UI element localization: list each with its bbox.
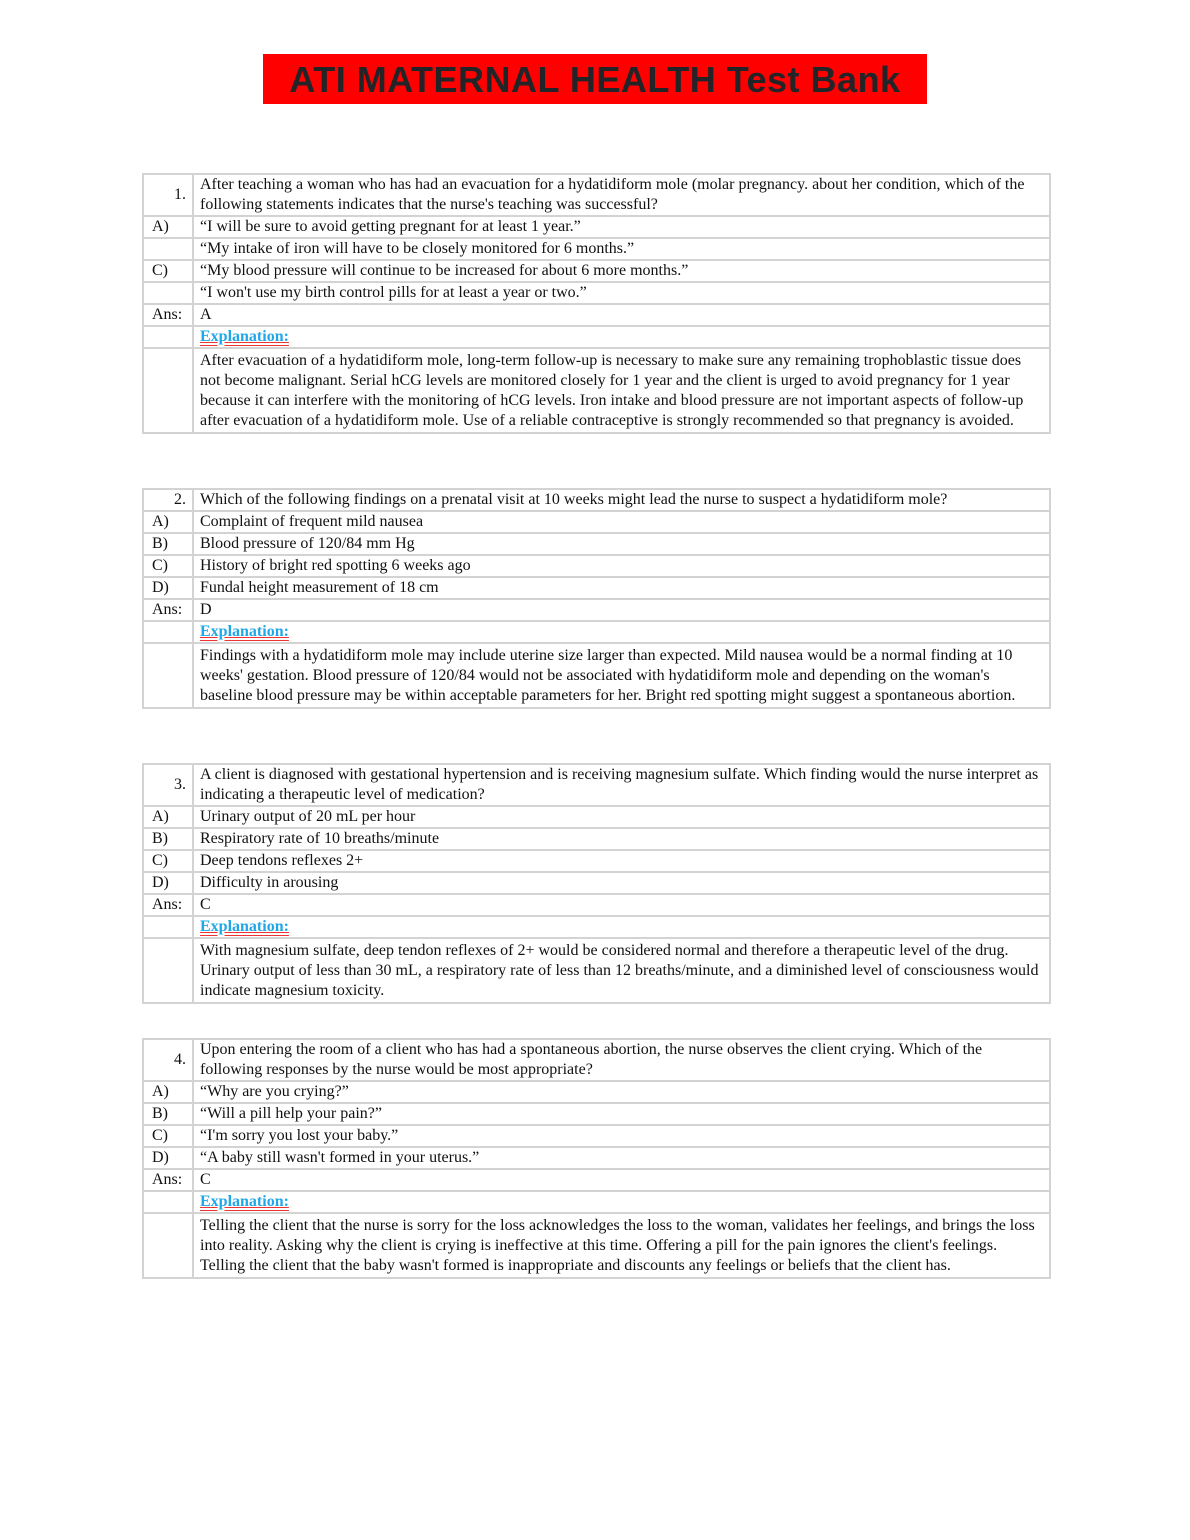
option-label: C)	[143, 260, 193, 282]
option-text: Difficulty in arousing	[193, 872, 1050, 894]
option-row	[143, 282, 1050, 304]
answer-label: Ans:	[143, 1169, 193, 1191]
option-row	[143, 577, 1050, 599]
empty-cell	[143, 916, 193, 938]
explanation-row	[143, 348, 1050, 433]
option-label: B)	[143, 828, 193, 850]
option-text: “My blood pressure will continue to be increased for about 6 more months.”	[193, 260, 1050, 282]
question-table	[142, 1038, 1051, 1279]
explanation-row	[143, 643, 1050, 708]
option-row	[143, 850, 1050, 872]
option-label: A)	[143, 806, 193, 828]
option-row	[143, 238, 1050, 260]
option-text: Respiratory rate of 10 breaths/minute	[193, 828, 1050, 850]
question-row	[143, 764, 1050, 806]
explanation-row	[143, 1213, 1050, 1278]
option-text: “A baby still wasn't formed in your uterus.”	[193, 1147, 1050, 1169]
question-table	[142, 763, 1051, 1004]
option-text: “Why are you crying?”	[193, 1081, 1050, 1103]
answer-row	[143, 1169, 1050, 1191]
answer-label: Ans:	[143, 894, 193, 916]
option-row	[143, 828, 1050, 850]
option-text: “My intake of iron will have to be closely monitored for 6 months.”	[193, 238, 1050, 260]
option-row	[143, 1103, 1050, 1125]
option-text: Deep tendons reflexes 2+	[193, 850, 1050, 872]
question-number: 1.	[143, 174, 193, 216]
question-number: 3.	[143, 764, 193, 806]
explanation-text: With magnesium sulfate, deep tendon reflexes of 2+ would be considered normal and therefore a therapeutic level of the drug. Urinary output of less than 30 mL, a respiratory rate of less than 12 breaths/minute, and a diminished level of consciousness would indicate magnesium toxicity.	[193, 938, 1050, 1003]
empty-cell	[143, 621, 193, 643]
empty-cell	[143, 643, 193, 708]
option-label: A)	[143, 511, 193, 533]
option-label: C)	[143, 555, 193, 577]
empty-cell	[143, 1191, 193, 1213]
option-text: Complaint of frequent mild nausea	[193, 511, 1050, 533]
option-text: “I'm sorry you lost your baby.”	[193, 1125, 1050, 1147]
option-row	[143, 872, 1050, 894]
question-row	[143, 1039, 1050, 1081]
question-text: Which of the following findings on a prenatal visit at 10 weeks might lead the nurse to suspect a hydatidiform mole?	[193, 489, 1050, 511]
answer-value: C	[193, 894, 1050, 916]
option-label: B)	[143, 1103, 193, 1125]
option-label	[143, 238, 193, 260]
explanation-text: Telling the client that the nurse is sorry for the loss acknowledges the loss to the woman, validates her feelings, and brings the loss into reality. Asking why the client is crying is ineffective at this time. Offering a pill for the pain ignores the client's feelings. Telling the client that the baby wasn't formed is inappropriate and discounts any feelings or beliefs that the client has.	[193, 1213, 1050, 1278]
option-text: Urinary output of 20 mL per hour	[193, 806, 1050, 828]
option-text: “Will a pill help your pain?”	[193, 1103, 1050, 1125]
question-table	[142, 173, 1051, 434]
page-title: ATI MATERNAL HEALTH Test Bank	[263, 54, 927, 104]
explanation-heading-row	[143, 1191, 1050, 1213]
option-label: C)	[143, 850, 193, 872]
option-label: A)	[143, 1081, 193, 1103]
option-row	[143, 260, 1050, 282]
option-label: D)	[143, 1147, 193, 1169]
explanation-heading-row	[143, 326, 1050, 348]
question-number: 4.	[143, 1039, 193, 1081]
explanation-link[interactable]: Explanation:	[200, 918, 289, 935]
empty-cell	[143, 348, 193, 433]
answer-row	[143, 304, 1050, 326]
option-label: D)	[143, 577, 193, 599]
option-row	[143, 1125, 1050, 1147]
option-text: Blood pressure of 120/84 mm Hg	[193, 533, 1050, 555]
option-label: C)	[143, 1125, 193, 1147]
option-label: A)	[143, 216, 193, 238]
question-text: A client is diagnosed with gestational hypertension and is receiving magnesium sulfate. Which finding would the nurse interpret as indicating a therapeutic level of medication?	[193, 764, 1050, 806]
option-label: B)	[143, 533, 193, 555]
option-row	[143, 216, 1050, 238]
option-row	[143, 555, 1050, 577]
explanation-text: After evacuation of a hydatidiform mole, long-term follow-up is necessary to make sure any remaining trophoblastic tissue does not become malignant. Serial hCG levels are monitored closely for 1 year and the client is urged to avoid pregnancy for 1 year because it can interfere with the monitoring of hCG levels. Iron intake and blood pressure are not important aspects of follow-up after evacuation of a hydatidiform mole. Use of a reliable contraceptive is strongly recommended so that pregnancy is avoided.	[193, 348, 1050, 433]
explanation-link[interactable]: Explanation:	[200, 328, 289, 345]
option-text: “I will be sure to avoid getting pregnant for at least 1 year.”	[193, 216, 1050, 238]
question-row	[143, 489, 1050, 511]
option-text: “I won't use my birth control pills for at least a year or two.”	[193, 282, 1050, 304]
answer-row	[143, 599, 1050, 621]
question-text: Upon entering the room of a client who has had a spontaneous abortion, the nurse observes the client crying. Which of the following responses by the nurse would be most appropriate?	[193, 1039, 1050, 1081]
option-text: History of bright red spotting 6 weeks ago	[193, 555, 1050, 577]
explanation-text: Findings with a hydatidiform mole may include uterine size larger than expected. Mild nausea would be a normal finding at 10 weeks' gestation. Blood pressure of 120/84 would not be associated with hydatidiform mole and depending on the woman's baseline blood pressure may be within acceptable parameters for her. Bright red spotting might suggest a spontaneous abortion.	[193, 643, 1050, 708]
option-label	[143, 282, 193, 304]
answer-value: A	[193, 304, 1050, 326]
option-row	[143, 1147, 1050, 1169]
answer-label: Ans:	[143, 304, 193, 326]
answer-label: Ans:	[143, 599, 193, 621]
question-table	[142, 488, 1051, 709]
explanation-link[interactable]: Explanation:	[200, 1193, 289, 1210]
explanation-heading-row	[143, 621, 1050, 643]
answer-row	[143, 894, 1050, 916]
answer-value: C	[193, 1169, 1050, 1191]
option-label: D)	[143, 872, 193, 894]
option-row	[143, 511, 1050, 533]
question-number: 2.	[143, 489, 193, 511]
option-row	[143, 806, 1050, 828]
empty-cell	[143, 938, 193, 1003]
question-row	[143, 174, 1050, 216]
answer-value: D	[193, 599, 1050, 621]
explanation-heading-row	[143, 916, 1050, 938]
explanation-row	[143, 938, 1050, 1003]
option-row	[143, 533, 1050, 555]
option-text: Fundal height measurement of 18 cm	[193, 577, 1050, 599]
empty-cell	[143, 1213, 193, 1278]
explanation-link[interactable]: Explanation:	[200, 623, 289, 640]
option-row	[143, 1081, 1050, 1103]
question-text: After teaching a woman who has had an evacuation for a hydatidiform mole (molar pregnancy. about her condition, which of the following statements indicates that the nurse's teaching was successful?	[193, 174, 1050, 216]
empty-cell	[143, 326, 193, 348]
